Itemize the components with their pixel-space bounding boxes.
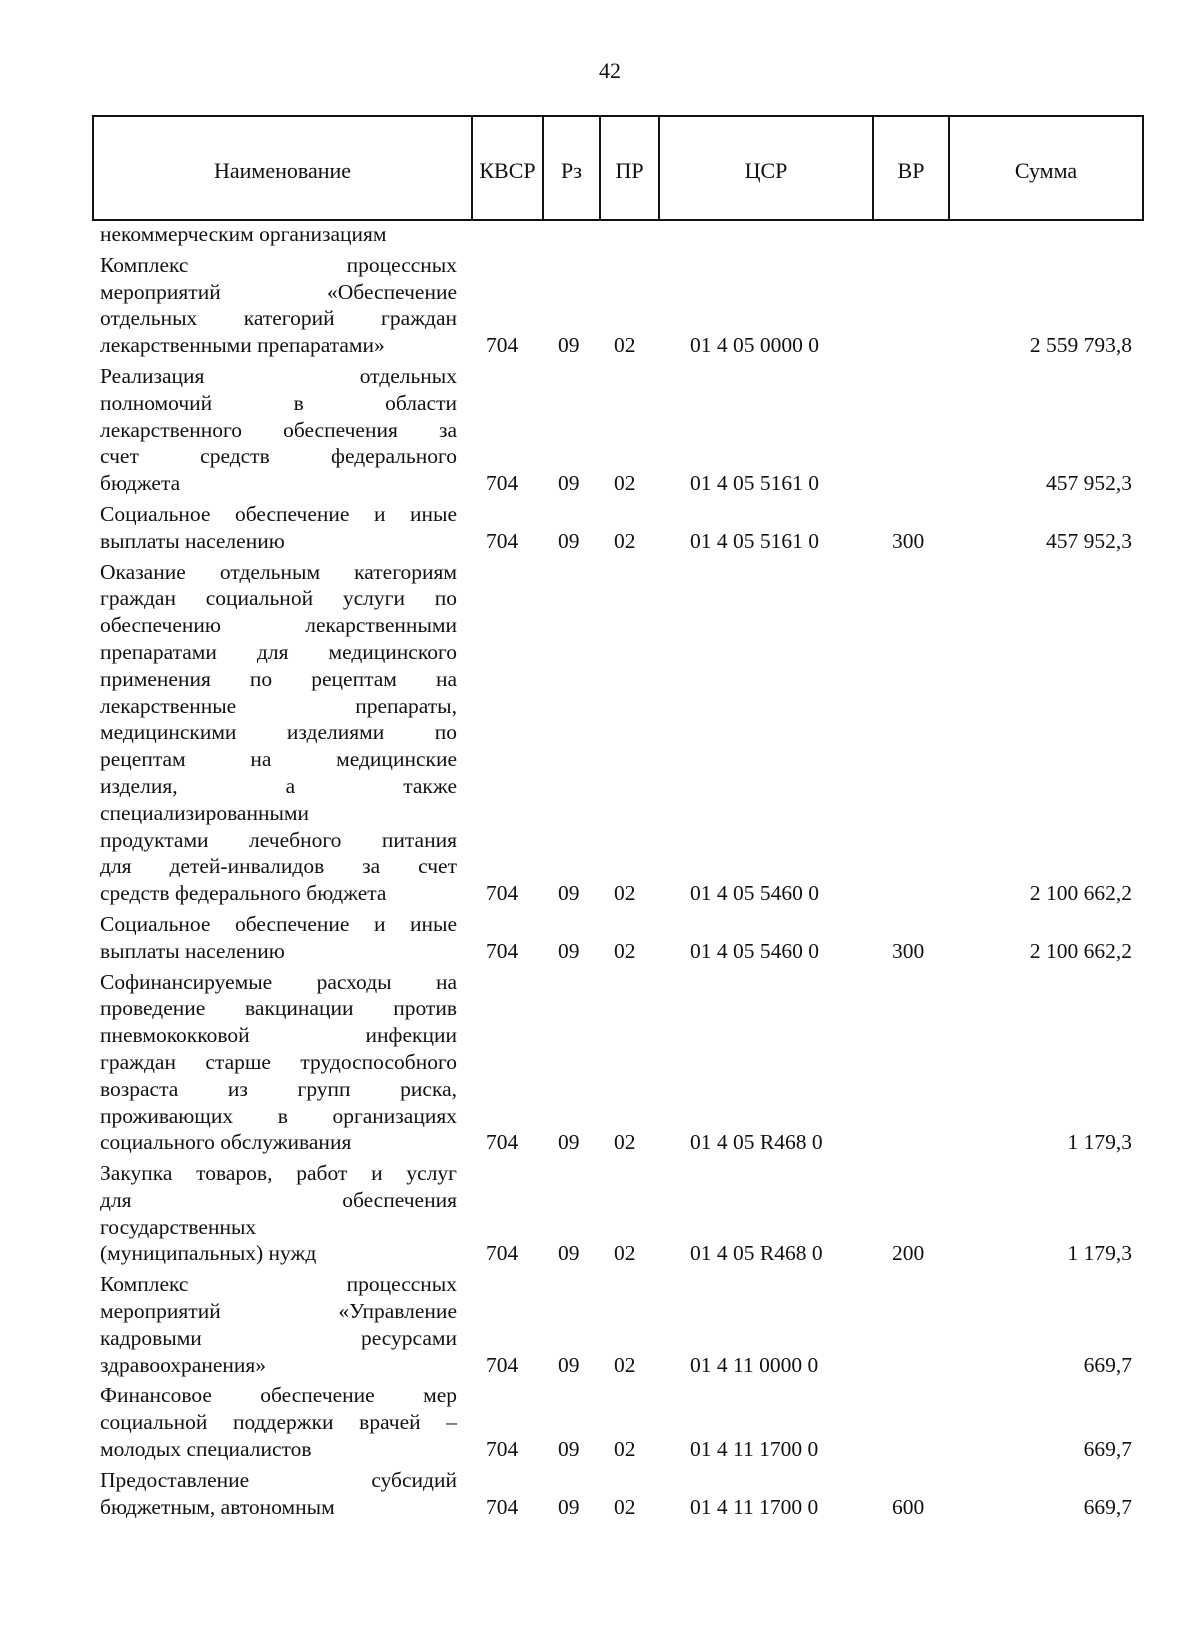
- row-name-line: для обеспечения: [100, 1187, 457, 1212]
- row-sum: 2 100 662,2: [1029, 881, 1132, 906]
- table-row: [0, 1160, 1200, 1267]
- row-sum: 1 179,3: [1067, 1130, 1132, 1155]
- row-name-line: медицинскими изделиями по: [100, 720, 457, 745]
- row-name-line: (муниципальных) нужд: [100, 1241, 317, 1266]
- row-name-line: граждан социальной услуги по: [100, 586, 457, 611]
- row-vr: 300: [892, 528, 925, 553]
- row-name-line: социальной поддержки врачей –: [100, 1410, 457, 1435]
- row-kvsr: 704: [486, 1437, 519, 1462]
- row-csr: 01 4 05 R468 0: [690, 1241, 823, 1266]
- row-name-line: проживающих в организациях: [100, 1103, 457, 1128]
- row-rz: 09: [558, 1352, 580, 1377]
- row-rz: 09: [558, 528, 580, 553]
- row-name-line: молодых специалистов: [100, 1437, 312, 1462]
- row-pr: 02: [614, 938, 636, 963]
- row-csr: 01 4 05 5161 0: [690, 528, 819, 553]
- row-pr: 02: [614, 333, 636, 358]
- row-csr: 01 4 11 0000 0: [690, 1352, 819, 1377]
- row-name: [100, 1160, 457, 1267]
- row-csr: 01 4 11 1700 0: [690, 1437, 819, 1462]
- row-name-line: пневмококковой инфекции: [100, 1023, 457, 1048]
- row-name: [100, 1271, 457, 1378]
- row-csr: 01 4 05 5460 0: [690, 938, 819, 963]
- row-rz: 09: [558, 1130, 580, 1155]
- row-name-line: кадровыми ресурсами: [100, 1325, 457, 1350]
- row-kvsr: 704: [486, 1130, 519, 1155]
- row-name: [100, 221, 457, 248]
- row-name-line: препаратами для медицинского: [100, 639, 457, 664]
- row-name-line: лекарственными препаратами»: [100, 333, 385, 358]
- row-vr: 300: [892, 938, 925, 963]
- row-name-line: бюджета: [100, 471, 181, 496]
- row-name-line: счет средств федерального: [100, 444, 457, 469]
- table-row: [0, 1382, 1200, 1462]
- row-name-line: обеспечению лекарственными: [100, 613, 457, 638]
- row-sum: 2 100 662,2: [1029, 938, 1132, 963]
- table-row: [0, 221, 1200, 248]
- row-name-line: рецептам на медицинские: [100, 747, 457, 772]
- row-name-line: граждан старше трудоспособного: [100, 1049, 457, 1074]
- row-name-line: Социальное обеспечение и иные: [100, 501, 457, 526]
- row-pr: 02: [614, 471, 636, 496]
- row-sum: 2 559 793,8: [1029, 333, 1132, 358]
- row-name-line: некоммерческим организациям: [100, 222, 387, 246]
- table-row: [0, 559, 1200, 907]
- header-csr: ЦСР: [658, 117, 872, 219]
- row-name-line: социального обслуживания: [100, 1130, 352, 1155]
- row-kvsr: 704: [486, 1241, 519, 1266]
- row-name: [100, 252, 457, 359]
- row-name-line: Финансовое обеспечение мер: [100, 1383, 457, 1408]
- row-kvsr: 704: [486, 471, 519, 496]
- row-name-line: Комплекс процессных: [100, 252, 457, 277]
- row-name-line: полномочий в области: [100, 390, 457, 415]
- table-row: [0, 1271, 1200, 1378]
- row-name-line: применения по рецептам на: [100, 666, 457, 691]
- row-csr: 01 4 05 0000 0: [690, 333, 819, 358]
- row-rz: 09: [558, 1437, 580, 1462]
- row-name-line: средств федерального бюджета: [100, 881, 387, 906]
- row-csr: 01 4 05 R468 0: [690, 1130, 823, 1155]
- row-vr: 600: [892, 1494, 925, 1519]
- row-sum: 457 952,3: [1046, 528, 1132, 553]
- row-name-line: здравоохранения»: [100, 1352, 267, 1377]
- row-pr: 02: [614, 1130, 636, 1155]
- row-kvsr: 704: [486, 528, 519, 553]
- row-name-line: бюджетным, автономным: [100, 1494, 335, 1519]
- row-name-line: мероприятий «Обеспечение: [100, 279, 457, 304]
- row-rz: 09: [558, 881, 580, 906]
- header-vr: ВР: [872, 117, 948, 219]
- row-sum: 457 952,3: [1046, 471, 1132, 496]
- row-name-line: специализированными: [100, 800, 310, 825]
- row-kvsr: 704: [486, 333, 519, 358]
- row-pr: 02: [614, 881, 636, 906]
- row-name-line: выплаты населению: [100, 938, 285, 963]
- row-sum: 669,7: [1083, 1494, 1132, 1519]
- row-name-line: возраста из групп риска,: [100, 1076, 457, 1101]
- row-sum: 669,7: [1083, 1352, 1132, 1377]
- row-name-line: Софинансируемые расходы на: [100, 969, 457, 994]
- row-vr: 200: [892, 1241, 925, 1266]
- row-pr: 02: [614, 1494, 636, 1519]
- row-name-line: Предоставление субсидий: [100, 1467, 457, 1492]
- row-name-line: лекарственного обеспечения за: [100, 417, 457, 442]
- header-pr: ПР: [599, 117, 658, 219]
- row-name-line: мероприятий «Управление: [100, 1299, 457, 1324]
- table-row: [0, 501, 1200, 555]
- row-rz: 09: [558, 1494, 580, 1519]
- row-rz: 09: [558, 938, 580, 963]
- header-rz: Рз: [542, 117, 599, 219]
- row-rz: 09: [558, 333, 580, 358]
- row-kvsr: 704: [486, 938, 519, 963]
- row-name-line: для детей-инвалидов за счет: [100, 854, 457, 879]
- row-sum: 1 179,3: [1067, 1241, 1132, 1266]
- row-name-line: проведение вакцинации против: [100, 996, 457, 1021]
- row-name-line: Социальное обеспечение и иные: [100, 911, 457, 936]
- row-name-line: продуктами лечебного питания: [100, 827, 457, 852]
- row-csr: 01 4 05 5161 0: [690, 471, 819, 496]
- row-name-line: Комплекс процессных: [100, 1272, 457, 1297]
- row-csr: 01 4 05 5460 0: [690, 881, 819, 906]
- row-name: [100, 501, 457, 555]
- row-name-line: Реализация отдельных: [100, 363, 457, 388]
- row-name: [100, 363, 457, 497]
- row-csr: 01 4 11 1700 0: [690, 1494, 819, 1519]
- row-name: [100, 1467, 457, 1521]
- row-rz: 09: [558, 1241, 580, 1266]
- row-name-line: Закупка товаров, работ и услуг: [100, 1161, 457, 1186]
- row-name-line: государственных: [100, 1214, 257, 1239]
- table-row: [0, 911, 1200, 965]
- row-sum: 669,7: [1083, 1437, 1132, 1462]
- header-sum: Сумма: [948, 117, 1142, 219]
- row-pr: 02: [614, 1437, 636, 1462]
- row-pr: 02: [614, 1241, 636, 1266]
- row-name-line: лекарственные препараты,: [100, 693, 457, 718]
- row-kvsr: 704: [486, 1494, 519, 1519]
- header-kvsr: КВСР: [471, 117, 542, 219]
- row-name-line: выплаты населению: [100, 528, 285, 553]
- table-row: [0, 252, 1200, 359]
- row-rz: 09: [558, 471, 580, 496]
- table-body: [0, 221, 1200, 1524]
- row-name: [100, 969, 457, 1157]
- table-header: [92, 115, 1144, 221]
- row-name-line: изделия, а также: [100, 773, 457, 798]
- row-kvsr: 704: [486, 1352, 519, 1377]
- row-name: [100, 1382, 457, 1462]
- row-name-line: отдельных категорий граждан: [100, 306, 457, 331]
- row-kvsr: 704: [486, 881, 519, 906]
- table-row: [0, 969, 1200, 1157]
- row-name: [100, 911, 457, 965]
- row-pr: 02: [614, 1352, 636, 1377]
- row-name: [100, 559, 457, 907]
- table-row: [0, 363, 1200, 497]
- page-number: 42: [599, 58, 621, 83]
- header-name: Наименование: [213, 158, 352, 183]
- row-name-line: Оказание отдельным категориям: [100, 559, 457, 584]
- row-pr: 02: [614, 528, 636, 553]
- table-row: [0, 1467, 1200, 1521]
